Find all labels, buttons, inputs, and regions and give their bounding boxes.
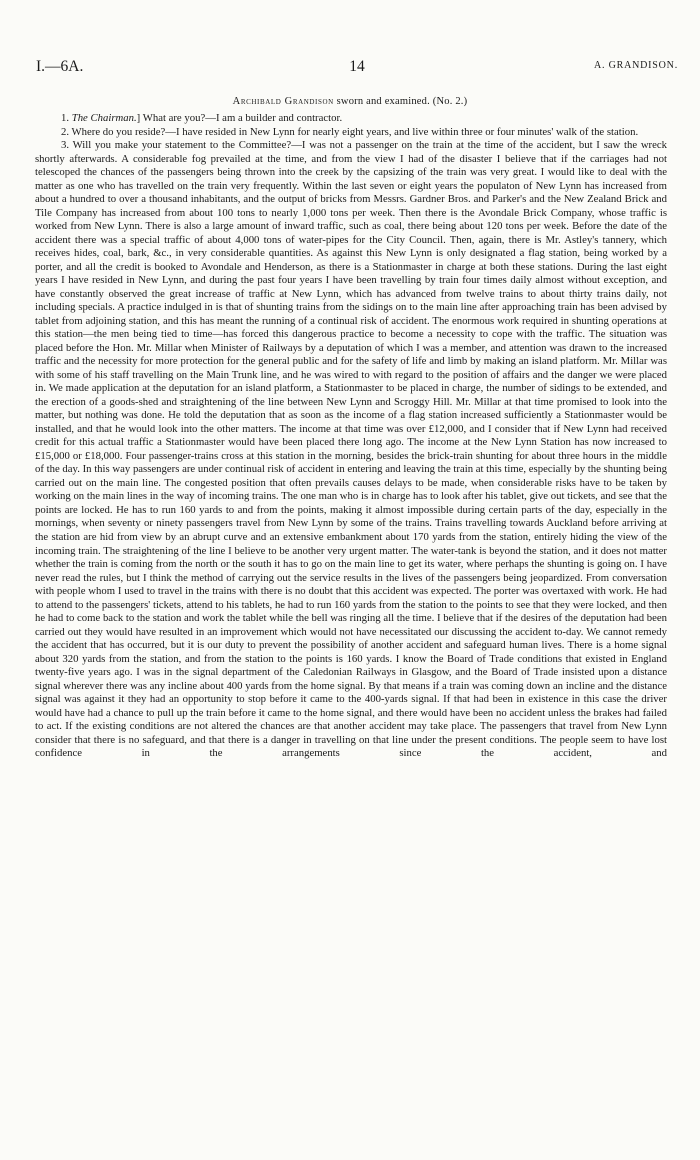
testimony-body — [35, 112, 667, 761]
item-number: (No. 2.) — [432, 96, 468, 107]
question-text: Where do you reside? — [71, 125, 166, 138]
answer-text: I have resided in New Lynn for nearly eight years, and live within three or four minutes' walk of the station. — [176, 125, 639, 138]
question-paragraph: 3. Will you make your statement to the Committee?—I was not a passenger on the train at the time of the accident, but I saw the wreck shortly afterwards. A considerable fog prevailed at the time, and from the view I had of the disaster I believe that if the carriages had not telescoped the chances of the passengers being thrown into the creek by the capsizing of the train was very great. I would like to deal with the matter as one who has travelled on the train very frequently. Within the last seven or eight years the populaton of New Lynn has increased from about a hundred to over a thousand inhabitants, and the output of bricks from Messrs. Gardner Bros. and Parker's and the New Zealand Brick and Tile Company has increased from about 100 tons to nearly 1,000 tons per week. Then there is the Avondale Brick Company, whose traffic is worked from New Lynn. There is also a large amount of inward traffic, such as coal, there being about 120 tons per week. Before the date of the accident there was a special traffic of about 4,000 tons of water-pipes for the City Council. Then, again, there is Mr. Astley's tannery, which receives hides, coal, bark, &c., in very considerable quantities. As against this New Lynn is only designated a flag station, being worked by a porter, and all the credit is booked to Avondale and Henderson, as there is a Stationmaster in charge at both these stations. During the last eight years I have resided in New Lynn, and during the past four years I have been travelling by train four times daily almost without exception, and have constantly observed the great increase of traffic at New Lynn, which has advanced from twelve trains to about thirty trains daily, not including specials. A practice indulged in is that of shunting trains from the sidings on to the main line after approaching train has been advised by tablet from adjoining station, and this has meant the running of a continual risk of accident. The enormous work required in shunting operations at this station—the men being tied to time—has forced this dangerous practice to become a necessity to cope with the traffic. The situation was placed before the Hon. Mr. Millar when Minister of Railways by a deputation of which I was a member, and attention was drawn to the increased traffic and the necessity for more protection for the general public and for the safety of life and limb by making an island platform. Mr. Millar was with some of his staff travelling on the Main Trunk line, and he was wired to with regard to the position of affairs and the danger we were placed in. We made application at the deputation for an island platform, a Stationmaster to be placed in charge, the number of sidings to be extended, and the erection of a goods-shed and straightening of the line between New Lynn and Scroggy Hill. Mr. Millar at that time promised to look into the matter, but nothing was done. He told the deputation that as soon as the income of a flag station increased sufficiently a Stationmaster would be installed, and that he would look into the other matters. The income at that time was over £12,000, and I consider that if New Lynn had received credit for this actual traffic a Stationmaster would have been placed there long ago. The income at the New Lynn Station has now increased to £15,000 or £18,000. Four passenger-trains cross at this station in the morning, besides the brick-train shunting for about three hours in the middle of the day. In this way passengers are under continual risk of accident in entering and leaving the train at this time, especially by the shunting being carried out on the main line. The congested position that often prevails causes delays to be made, when considerable risks have to be taken by working on the main lines in the way of incoming trains. The one man who is in charge has to look after his tablet, give out tickets, and see that the points are locked. He has to run 160 yards to and from the points, making it almost impossible during certain parts of the day, especially in the mornings, when seventy or ninety passengers travel from New Lynn by some of the trains. Trains travelling towards Auckland before arriving at the station are hid from view by an abrupt curve and an extensive embankment about 170 yards from the station, entirely hiding the view of the incoming train. The straightening of the line I believe to be another very urgent matter. The water-tank is beyond the station, and it does not matter whether the train is coming from the north or the south it has to go on the main line to get its water, where perhaps the shunting is going on. I have never read the rules, but I think the method of carrying out the service results in the lives of the passengers being jeopardized. From conversation with people whom I used to travel in the trains with there is no doubt that this accident was expected. The porter was overtaxed with work. He had to attend to the passengers' tickets, attend to his tablets, he had to run 160 yards from the station to the points to see that they were locked, and then he had to come back to the station and work the tablet while the bell was ringing all the time. I believe that if the desires of the deputation had been carried out they would have resulted in an improvement which would not have necessitated our discussing the accident to-day. We cannot remedy the accident that has occurred, but it is our duty to prevent the possibility of another accident and safeguard human lives. There is a home signal about 320 yards from the station, and from the station to the points is 160 yards. I know the Board of Trade conditions that existed in England twenty-five years ago. I was in the signal department of the Caledonian Railways in Glasgow, and the Board of Trade insisted upon a distance signal wherever there was any incline about 400 yards from the home signal. By that means if a train was coming down an incline and the distance signal was against it they had an opportunity to stop before it came to the 400-yards signal. If that had been in existence in this case the driver would have had a chance to pull up the train before it came to the home signal, and there would have been no accident unless the brakes had failed to act. If the existing conditions are not altered the chances are that another accident may take place. The passengers that travel from New Lynn consider that there is no safeguard, and that there is a danger in travelling on that line under the present conditions. The people seem to have lost confidence in the arrangements since the accident, and — [35, 139, 667, 760]
question-text: What are you? — [142, 112, 206, 124]
witness-heading — [0, 96, 700, 107]
question-paragraph: 1. The Chairman.] What are you?—I am a builder and contractor. — [61, 112, 343, 124]
question-number: 2. — [61, 125, 70, 138]
question-asker: The Chairman. — [71, 112, 137, 124]
page-reference: I.—6A. — [36, 58, 84, 75]
question-number: 1. — [61, 112, 70, 124]
witness-name: Archibald Grandison — [232, 96, 334, 107]
page-number: 14 — [349, 58, 365, 75]
sworn-text: sworn and examined. — [336, 96, 430, 107]
question-paragraph: 2. Where do you reside?—I have resided in New Lynn for nearly eight years, and live within three or four minutes' walk of the station. — [61, 125, 639, 138]
question-number: 3. — [61, 139, 70, 152]
answer-text: I was not a passenger on the train at the time of the accident, but I saw the wreck shortly afterwards. A considerable fog prevailed at the time, and from the view I had of the disaster I believe that if the carriages had not telescoped the chances of the passengers being thrown into the creek by the capsizing of the train was very great. I would like to deal with the matter as one who has travelled on the train very frequently. Within the last seven or eight years the populaton of New Lynn has increased from about a hundred to over a thousand inhabitants, and the output of bricks from Messrs. Gardner Bros. and Parker's and the New Zealand Brick and Tile Company has increased from about 100 tons to nearly 1,000 tons per week. Then there is the Avondale Brick Company, whose traffic is worked from New Lynn. There is also a large amount of inward traffic, such as coal, there being about 120 tons per week. Before the date of the accident there was a special traffic of about 4,000 tons of water-pipes for the City Council. Then, again, there is Mr. Astley's tannery, which receives hides, coal, bark, &c., in very considerable quantities. As against this New Lynn is only designated a flag station, being worked by a porter, and all the credit is booked to Avondale and Henderson, as there is a Stationmaster in charge at both these stations. During the last eight years I have resided in New Lynn, and during the past four years I have been travelling by train four times daily almost without exception, and have constantly observed the great increase of traffic at New Lynn, which has advanced from twelve trains to about thirty trains daily, not including specials. A practice indulged in is that of shunting trains from the sidings on to the main line after approaching train has been advised by tablet from adjoining station, and this has meant the running of a continual risk of accident. The enormous work required in shunting operations at this station—the men being tied to time—has forced this dangerous practice to become a necessity to cope with the traffic. The situation was placed before the Hon. Mr. Millar when Minister of Railways by a deputation of which I was a member, and attention was drawn to the increased traffic and the necessity for more protection for the general public and for the safety of life and limb by making an island platform. Mr. Millar was with some of his staff travelling on the Main Trunk line, and he was wired to with regard to the position of affairs and the danger we were placed in. We made application at the deputation for an island platform, a Stationmaster to be placed in charge, the number of sidings to be extended, and the erection of a goods-shed and straightening of the line between New Lynn and Scroggy Hill. Mr. Millar at that time promised to look into the matter, but nothing was done. He told the deputation that as soon as the income of a flag station increased sufficiently a Stationmaster would be installed, and that he would look into the other matters. The income at that time was over £12,000, and I consider that if New Lynn had received credit for this actual traffic a Stationmaster would have been placed there long ago. The income at the New Lynn Station has now increased to £15,000 or £18,000. Four passenger-trains cross at this station in the morning, besides the brick-train shunting for about three hours in the middle of the day. In this way passengers are under continual risk of accident in entering and leaving the train at this time, especially by the shunting being carried out on the main line. The congested position that often prevails causes delays to be made, when considerable risks have to be taken by working on the main lines in the way of incoming trains. The one man who is in charge has to look after his tablet, give out tickets, and see that the points are locked. He has to run 160 yards to and from the points, making it almost impossible during certain parts of the day, especially in the mornings, when seventy or ninety passengers travel from New Lynn by some of the trains. Trains travelling towards Auckland before arriving at the station are hid from view by an abrupt curve and an extensive embankment about 170 yards from the station, entirely hiding the view of the incoming train. The straightening of the line I believe to be another very urgent matter. The water-tank is beyond the station, and it does not matter whether the train is coming from the north or the south it has to go on the main line to get its water, where perhaps the shunting is going on. I have never read the rules, but I think the method of carrying out the service results in the lives of the passengers being jeopardized. From conversation with people whom I used to travel in the trains with there is no doubt that this accident was expected. The porter was overtaxed with work. He had to attend to the passengers' tickets, attend to his tablets, he had to run 160 yards from the station to the points to see that they were locked, and then he had to come back to the station and work the tablet while the bell was ringing all the time. I believe that if the desires of the deputation had been carried out they would have resulted in an improvement which would not have necessitated our discussing the accident to-day. We cannot remedy the accident that has occurred, but it is our duty to prevent the possibility of another accident and safeguard human lives. There is a home signal about 320 yards from the station, and from the station to the points is 160 yards. I know the Board of Trade conditions that existed in England twenty-five years ago. I was in the signal department of the Caledonian Railways in Glasgow, and the Board of Trade insisted upon a distance signal wherever there was any incline about 400 yards from the home signal. By that means if a train was coming down an incline and the distance signal was against it they had an opportunity to stop before it came to the 400-yards signal. If that had been in existence in this case the driver would have had a chance to pull up the train before it came to the home signal, and there would have been no accident unless the brakes had failed to act. If the existing conditions are not altered the chances are that another accident may take place. The passengers that travel from New Lynn consider that there is no safeguard, and that there is a danger in travelling on that line under the present conditions. The people seem to have lost confidence in the arrangements since the accident, and — [35, 139, 667, 760]
question-text: Will you make your statement to the Committee? — [72, 139, 292, 152]
answer-text: I am a builder and contractor. — [215, 112, 343, 124]
page-header — [36, 58, 678, 78]
witness-running-head: A. GRANDISON. — [593, 60, 678, 71]
